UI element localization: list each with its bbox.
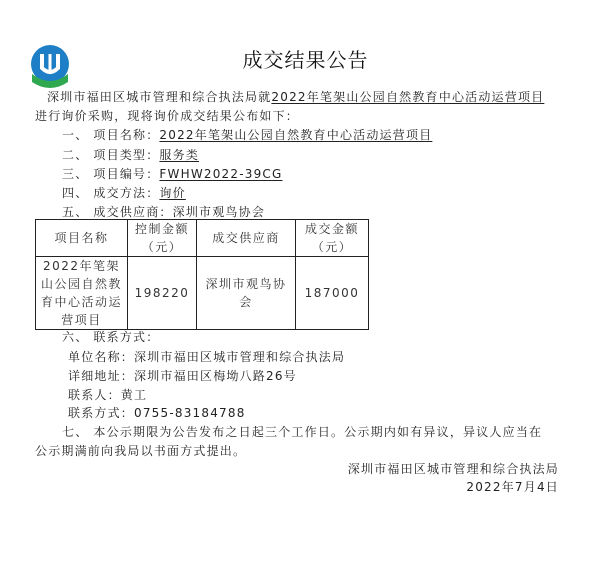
- table-header-row: [36, 220, 369, 257]
- item-value: 询价: [159, 186, 186, 200]
- item-label: 四、 成交方法：: [62, 186, 160, 200]
- contact-heading: 六、 联系方式：: [62, 330, 160, 344]
- contact-unit: 单位名称：深圳市福田区城市管理和综合执法局: [68, 350, 346, 364]
- intro-line-2: 进行询价采购，现将询价成交结果公布如下：: [35, 109, 300, 123]
- item-value: FWHW2022-39CG: [159, 167, 283, 181]
- item-label: 一、 项目名称：: [62, 128, 160, 142]
- intro-line-1: [47, 89, 544, 105]
- header-supplier: 成交供应商: [197, 220, 296, 257]
- signature-date: 2022年7月4日: [466, 480, 559, 494]
- result-table: [35, 219, 369, 330]
- cell-control-amount: 198220: [128, 257, 197, 330]
- item-value: 服务类: [159, 148, 200, 162]
- item-label: 三、 项目编号：: [62, 167, 160, 181]
- header-control-amount: 控制金额（元）: [128, 220, 197, 257]
- notice-line-1: 七、 本公示期限为公告发布之日起三个工作日。公示期内如有异议，异议人应当在: [62, 425, 543, 439]
- contact-phone: 联系方式：0755-83184788: [68, 406, 246, 420]
- header-project-name: 项目名称: [36, 220, 128, 257]
- item-project-name: [62, 127, 432, 143]
- item-supplier: [62, 204, 265, 220]
- item-project-number: [62, 166, 283, 182]
- cell-deal-amount: 187000: [296, 257, 369, 330]
- table-row: [36, 257, 369, 330]
- item-value: 2022年笔架山公园自然教育中心活动运营项目: [159, 128, 433, 142]
- item-method: [62, 185, 186, 201]
- item-label: 二、 项目类型：: [62, 148, 160, 162]
- contact-address: 详细地址：深圳市福田区梅坳八路26号: [68, 369, 297, 383]
- intro-project-name: 2022年笔架山公园自然教育中心活动运营项目: [271, 90, 545, 104]
- page-title: 成交结果公告: [242, 48, 369, 72]
- cell-project-name: 2022年笔架山公园自然教育中心活动运营项目: [36, 257, 128, 330]
- item-value: 深圳市观鸟协会: [172, 205, 266, 219]
- item-label: 五、 成交供应商：: [62, 205, 173, 219]
- item-project-type: [62, 147, 199, 163]
- signature-org: 深圳市福田区城市管理和综合执法局: [347, 462, 559, 476]
- cell-supplier: 深圳市观鸟协会: [197, 257, 296, 330]
- contact-person: 联系人：黄工: [68, 388, 148, 402]
- notice-line-2: 公示期满前向我局以书面方式提出。: [35, 444, 247, 458]
- intro-prefix: 深圳市福田区城市管理和综合执法局就: [47, 90, 272, 104]
- header-deal-amount: 成交金额（元）: [296, 220, 369, 257]
